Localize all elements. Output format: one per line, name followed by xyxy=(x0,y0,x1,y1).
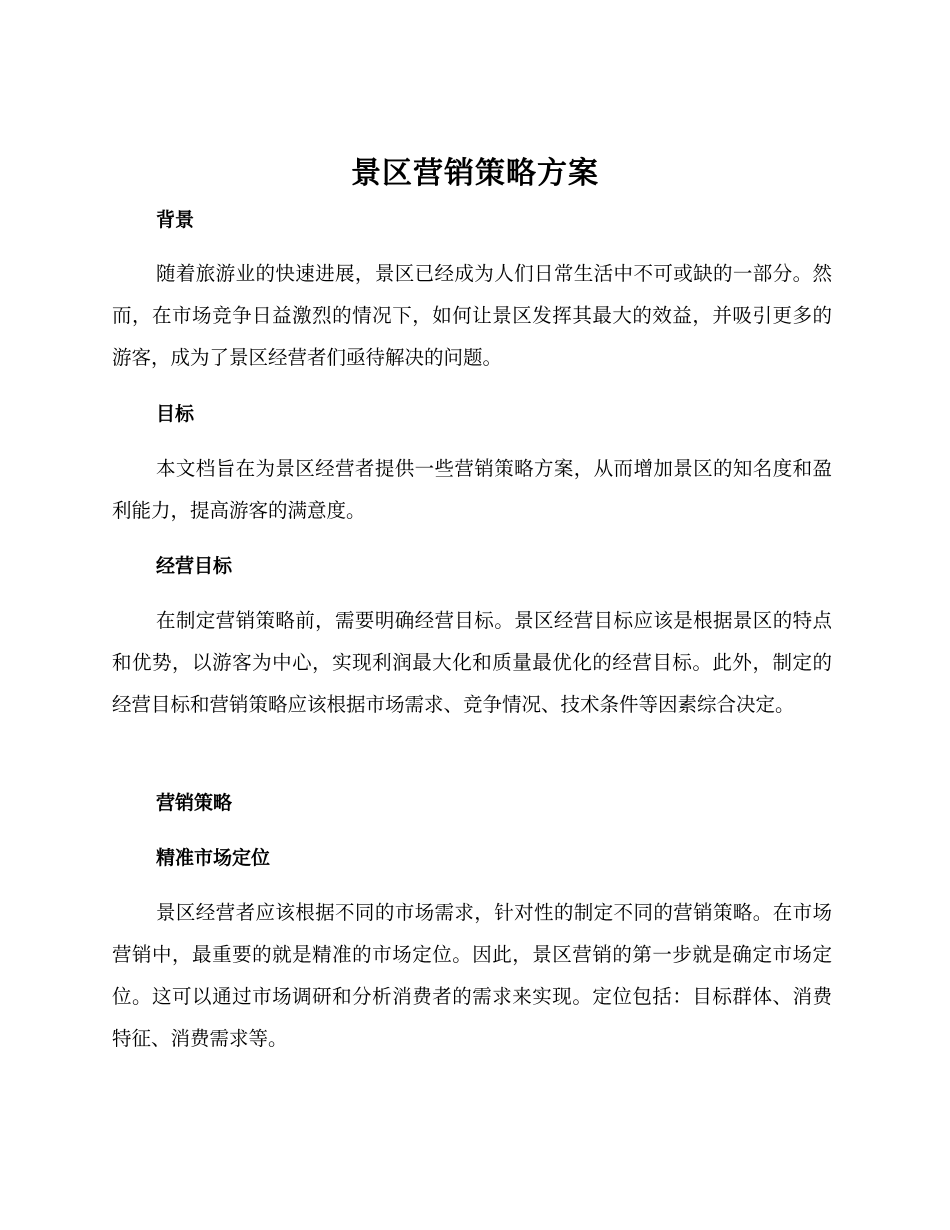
section-paragraph-market-positioning: 景区经营者应该根据不同的市场需求，针对性的制定不同的营销策略。在市场营销中，最重要的就是精准的市场定位。因此，景区营销的第一步就是确定市场定位。这可以通过市场调研和分析消费者的需求来实现。定位包括：目标群体、消费特征、消费需求等。 xyxy=(112,901,832,1050)
section-paragraph-business-goal: 在制定营销策略前，需要明确经营目标。景区经营目标应该是根据景区的特点和优势，以游客为中心，实现利润最大化和质量最优化的经营目标。此外，制定的经营目标和营销策略应该根据市场需求、竞争情况、技术条件等因素综合决定。 xyxy=(112,609,832,716)
section-heading-goal: 目标 xyxy=(156,403,195,425)
section-heading-business-goal: 经营目标 xyxy=(156,555,233,577)
section-paragraph-background: 随着旅游业的快速进展，景区已经成为人们日常生活中不可或缺的一部分。然而，在市场竞争日益激烈的情况下，如何让景区发挥其最大的效益，并吸引更多的游客，成为了景区经营者们亟待解决的问题。 xyxy=(112,262,832,369)
section-paragraph-goal: 本文档旨在为景区经营者提供一些营销策略方案，从而增加景区的知名度和盈利能力，提高游客的满意度。 xyxy=(112,457,832,522)
document-title: 景区营销策略方案 xyxy=(351,156,599,191)
section-heading-marketing-strategy: 营销策略 xyxy=(156,792,233,814)
section-heading-background: 背景 xyxy=(156,209,195,231)
section-heading-market-positioning: 精准市场定位 xyxy=(156,847,271,869)
